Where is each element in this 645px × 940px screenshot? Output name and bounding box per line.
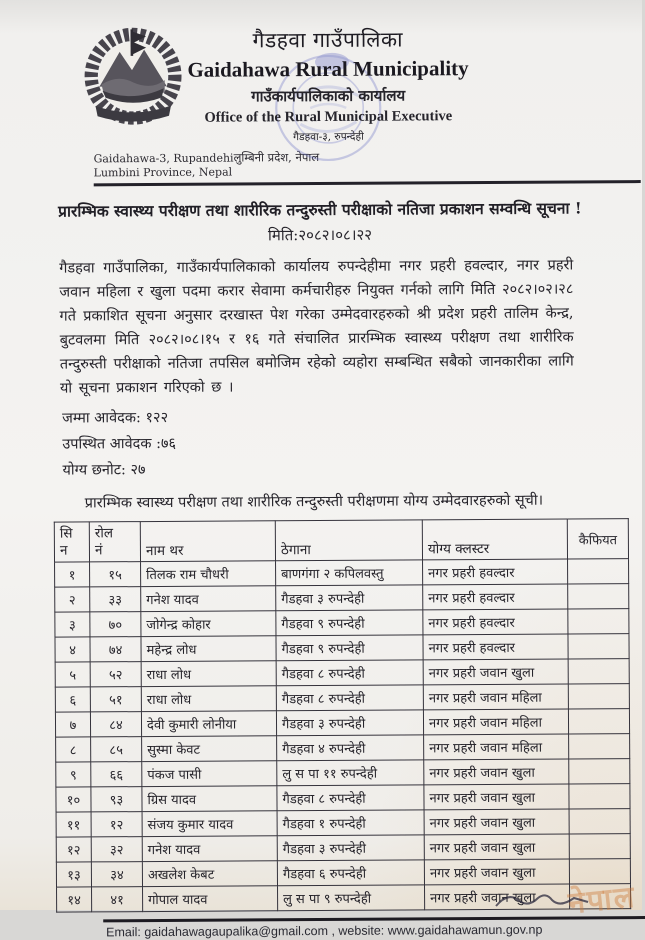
letterhead: [0, 0, 641, 187]
office-name-english: Office of the Rural Municipal Executive: [204, 108, 453, 126]
table-cell: ८: [56, 737, 91, 762]
table-cell: [568, 559, 629, 584]
table-cell: महेन्द्र लोध: [141, 636, 276, 662]
table-cell: [569, 809, 630, 834]
table-cell: नगर प्रहरी जवान खुला: [424, 834, 569, 860]
table-cell: गनेश यादव: [142, 836, 277, 862]
table-cell: ८४: [90, 712, 141, 737]
table-cell: गैडहवा ४ रुपन्देही: [277, 735, 424, 761]
stat-line: उपस्थित आवेदक :७६: [62, 435, 177, 453]
stats-list: [62, 402, 642, 484]
table-cell: [568, 709, 629, 734]
table-cell: ८५: [91, 737, 142, 762]
header-divider: [94, 180, 641, 186]
table-cell: ७: [55, 712, 90, 737]
table-row: [55, 559, 629, 588]
table-cell: लु स पा ११ रुपन्देही: [277, 760, 424, 786]
table-cell: ७४: [90, 637, 141, 662]
results-table-head: [54, 519, 628, 563]
table-cell: [569, 759, 630, 784]
footer-divider: [103, 916, 645, 922]
table-cell: १२: [91, 812, 142, 837]
table-cell: ५: [55, 662, 90, 687]
table-cell: [569, 884, 630, 909]
table-cell: गैडहवा ८ रुपन्देही: [277, 785, 424, 811]
table-cell: ११: [56, 812, 91, 837]
table-cell: ग्रिस यादव: [142, 786, 277, 812]
column-header: सि न: [54, 522, 89, 562]
table-cell: लु स पा ९ रुपन्देही: [278, 885, 425, 911]
table-cell: जोगेन्द्र कोहार: [141, 611, 276, 637]
table-row: [55, 684, 629, 713]
office-name-nepali: गाउँकार्यपालिकाको कार्यालय: [251, 86, 406, 106]
table-cell: नगर प्रहरी जवान खुला: [424, 759, 569, 785]
table-cell: संजय कुमार यादव: [142, 811, 277, 837]
address-block: [94, 148, 641, 180]
table-cell: ३४: [91, 862, 142, 887]
table-cell: १: [55, 562, 90, 587]
stat-line: योग्य छनोट: २७: [62, 462, 146, 479]
table-cell: नगर प्रहरी जवान खुला: [424, 784, 569, 810]
municipality-name-nepali: गैडहवा गाउँपालिका: [252, 27, 404, 53]
table-cell: १५: [90, 562, 141, 587]
table-row: [55, 609, 629, 638]
table-row: [56, 784, 630, 813]
table-cell: देवी कुमारी लोनीया: [141, 711, 276, 737]
table-cell: [569, 784, 630, 809]
table-row: [55, 584, 629, 613]
table-cell: ७०: [90, 612, 141, 637]
table-cell: [568, 684, 629, 709]
notice-body: गैडहवा गाउँपालिका, गाउँकार्यपालिकाको कार्यालय रुपन्देहीमा नगर प्रहरी हवल्दार, नगर प्रहरी जवान महिला र खुला पदमा करार सेवामा कर्मचारीहरु नियुक्त गर्नको लागि मिति २०८२।०२।२८ गते प्रकाशित सूचना अनुसार दरखास्त पेश गरेका उम्मेदवारहरुको श्री प्रदेश प्रहरी तालिम केन्द्र, बुटवलमा मिति २०८२।०८।१५ र १६ गते संचालित प्रारम्भिक स्वास्थ्य परीक्षण तथा शारीरिक तन्दुरुस्ती परीक्षाको नतिजा तपसिल बमोजिम रहेको व्यहोरा सम्बन्धित सबैको जानकारीका लागि यो सूचना प्रकाशन गरिएको छ ।: [59, 257, 574, 397]
table-row: [56, 809, 630, 838]
notice-title: प्रारम्भिक स्वास्थ्य परीक्षण तथा शारीरिक तन्दुरुस्ती परीक्षाको नतिजा प्रकाशन सम्वन्धि सूचना !: [58, 198, 582, 221]
table-cell: सुस्मा केवट: [142, 736, 277, 762]
table-cell: ९: [56, 762, 91, 787]
table-cell: गैडहवा ३ रुपन्देही: [276, 585, 423, 611]
table-cell: [568, 634, 629, 659]
column-header: कैफियत: [567, 519, 628, 559]
table-cell: [569, 859, 630, 884]
stat-line: जम्मा आवेदक: १२२: [62, 409, 169, 427]
column-header: योग्य क्लस्टर: [422, 519, 567, 560]
table-cell: [569, 734, 630, 759]
table-cell: नगर प्रहरी जवान खुला: [423, 659, 568, 685]
results-table-header-row: [54, 519, 628, 563]
results-table-body: [55, 559, 631, 912]
table-cell: ५१: [90, 687, 141, 712]
table-cell: १२: [56, 837, 91, 862]
table-cell: गैडहवा ३ रुपन्देही: [277, 835, 424, 861]
table-cell: गैडहवा ८ रुपन्देही: [276, 660, 423, 686]
address-line-2: Lumbini Province, Nepal: [93, 165, 233, 180]
table-cell: ४: [55, 637, 90, 662]
table-row: [57, 884, 631, 913]
table-cell: ३: [55, 612, 90, 637]
table-row: [56, 834, 630, 863]
table-cell: नगर प्रहरी हवल्दार: [423, 634, 568, 660]
table-cell: १३: [56, 862, 91, 887]
table-cell: गनेश यादव: [141, 586, 276, 612]
table-cell: नगर प्रहरी हवल्दार: [423, 609, 568, 635]
table-cell: ४१: [92, 887, 143, 912]
table-cell: गैडहवा १ रुपन्देही: [277, 810, 424, 836]
address-english-1: Gaidahawa-3, Rupandehi: [93, 151, 234, 166]
table-cell: ५२: [90, 662, 141, 687]
column-header: रोल नं: [89, 522, 140, 562]
table-row: [55, 709, 629, 738]
table-cell: गैडहवा ६ रुपन्देही: [277, 860, 424, 886]
footer-contact: Email: gaidahawagaupalika@gmail.com , website: www.gaidahawamun.gov.np: [106, 922, 543, 940]
table-cell: [568, 659, 629, 684]
table-cell: [568, 584, 629, 609]
column-header: ठेगाना: [275, 520, 422, 561]
table-cell: राधा लोध: [141, 686, 276, 712]
table-cell: तिलक राम चौधरी: [141, 561, 276, 587]
table-cell: नगर प्रहरी हवल्दार: [423, 584, 568, 610]
table-cell: ३२: [91, 837, 142, 862]
table-cell: पंकज पासी: [142, 761, 277, 787]
table-cell: [568, 609, 629, 634]
table-cell: गैडहवा ९ रुपन्देही: [276, 610, 423, 636]
nepal-watermark: नेपाल: [566, 879, 638, 922]
table-cell: गैडहवा ८ रुपन्देही: [276, 685, 423, 711]
table-cell: गैडहवा ३ रुपन्देही: [276, 710, 423, 736]
table-cell: ६६: [91, 762, 142, 787]
table-cell: नगर प्रहरी जवान महिला: [423, 709, 568, 735]
table-row: [56, 859, 630, 888]
table-cell: ३३: [90, 587, 141, 612]
municipality-name-english: Gaidahawa Rural Municipality: [187, 56, 469, 82]
table-cell: नगर प्रहरी हवल्दार: [423, 559, 568, 585]
table-cell: नगर प्रहरी जवान खुला: [424, 859, 569, 885]
table-cell: १४: [57, 887, 92, 912]
column-header: नाम थर: [140, 521, 275, 562]
table-cell: नगर प्रहरी जवान खुला: [424, 809, 569, 835]
table-cell: राधा लोध: [141, 661, 276, 687]
table-cell: नगर प्रहरी जवान खुला: [425, 884, 570, 910]
results-table: [54, 518, 631, 913]
table-cell: नगर प्रहरी जवान महिला: [423, 684, 568, 710]
table-row: [55, 659, 629, 688]
table-row: [56, 759, 630, 788]
table-cell: ६: [55, 687, 90, 712]
table-row: [55, 634, 629, 663]
table-cell: गोपाल यादव: [143, 886, 278, 912]
qualified-list-title: प्रारम्भिक स्वास्थ्य परीक्षण तथा शारीरिक तन्दुरुस्ती परीक्षणमा योग्य उम्मेदवारहरुको सूची।: [84, 492, 544, 512]
table-cell: २: [55, 587, 90, 612]
ward-address-nepali: गैडहवा-३, रुपन्देही: [293, 130, 364, 144]
table-row: [56, 734, 630, 763]
notice-date: मिति:२०८२।०८।२२: [267, 225, 373, 245]
table-cell: गैडहवा ९ रुपन्देही: [276, 635, 423, 661]
table-cell: [569, 834, 630, 859]
letterhead-text: [58, 24, 599, 145]
table-cell: ९३: [91, 787, 142, 812]
table-cell: १०: [56, 787, 91, 812]
address-nepali-overlap: लुम्बिनी प्रदेश, नेपाल: [233, 150, 320, 165]
table-cell: बाणगंगा २ कपिलवस्तु: [276, 560, 423, 586]
table-cell: अखलेश केबट: [142, 861, 277, 887]
table-cell: नगर प्रहरी जवान महिला: [424, 734, 569, 760]
